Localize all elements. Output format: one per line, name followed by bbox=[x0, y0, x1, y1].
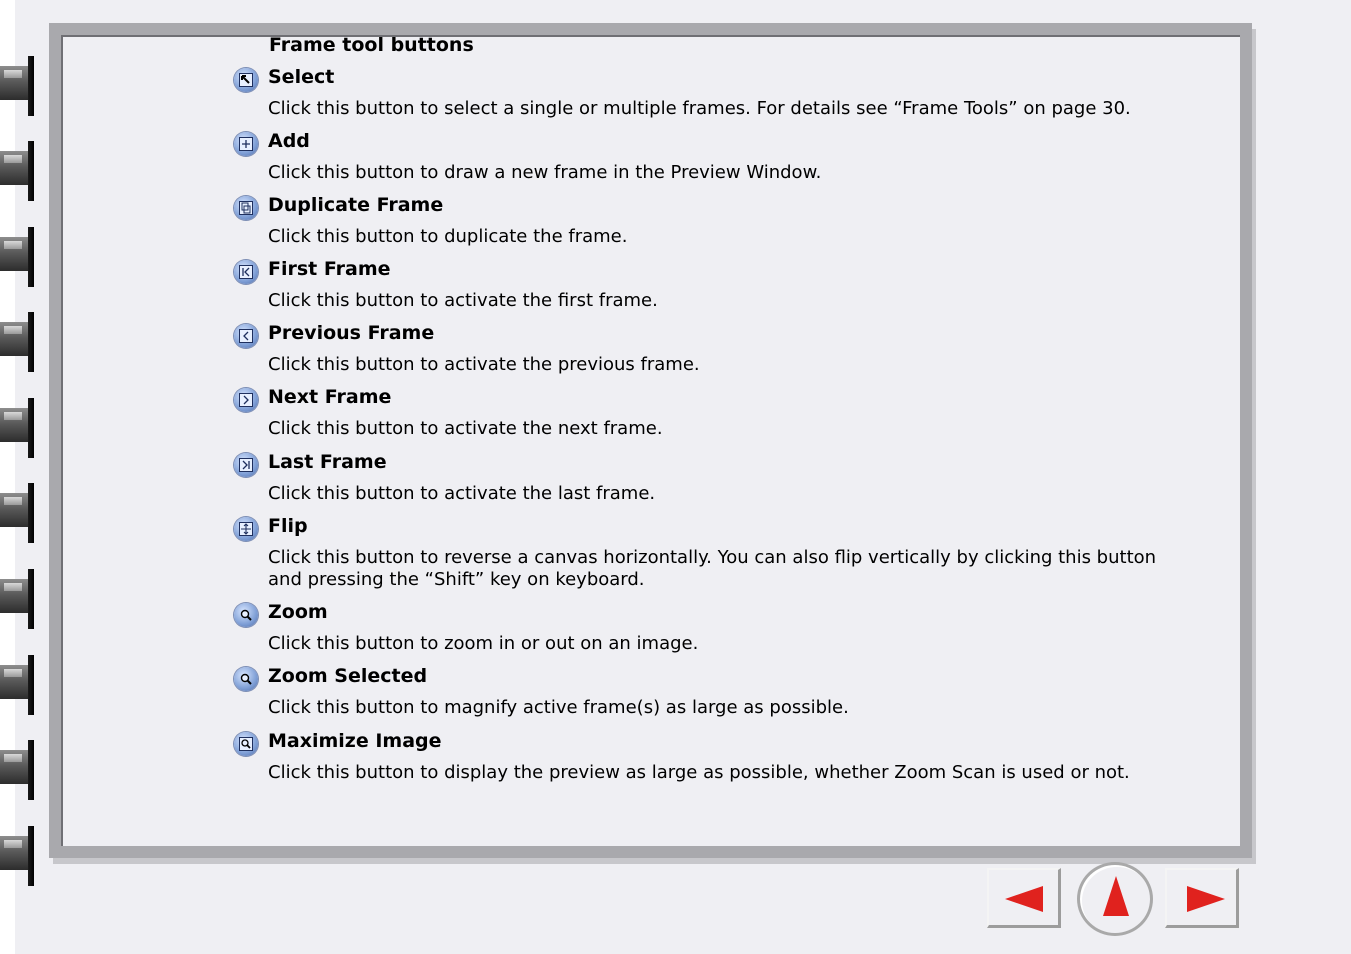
entry-description: Click this button to activate the next frame. bbox=[268, 418, 663, 439]
entry-next-frame bbox=[268, 386, 1168, 451]
entry-description: Click this button to reverse a canvas horizontally. You can also flip vertically by clicking this button and pressing the “Shift” key on keyboard. bbox=[268, 547, 1157, 590]
binder-ring bbox=[0, 312, 34, 372]
entry-description: Click this button to duplicate the frame. bbox=[268, 226, 628, 247]
entry-title: Next Frame bbox=[268, 386, 392, 408]
entry-description: Click this button to draw a new frame in the Preview Window. bbox=[268, 162, 822, 183]
up-arrow-icon bbox=[1103, 876, 1129, 916]
select-arrow-icon bbox=[234, 68, 258, 92]
previous-frame-icon bbox=[234, 324, 258, 348]
entry-select bbox=[268, 66, 1168, 130]
binder-ring bbox=[0, 227, 34, 287]
zoom-icon bbox=[234, 603, 258, 627]
entry-description: Click this button to activate the last frame. bbox=[268, 483, 656, 504]
entry-first-frame bbox=[268, 258, 1168, 322]
entry-description: Click this button to zoom in or out on an image. bbox=[268, 633, 699, 654]
up-button[interactable] bbox=[1077, 862, 1155, 934]
entry-description: Click this button to select a single or multiple frames. For details see “Frame Tools” on page 30. bbox=[268, 98, 1131, 119]
section-title: Frame tool buttons bbox=[269, 34, 474, 56]
left-arrow-icon bbox=[1005, 886, 1043, 912]
entry-duplicate-frame bbox=[268, 194, 1168, 258]
binder-ring bbox=[0, 740, 34, 800]
binder-ring bbox=[0, 569, 34, 629]
entry-description: Click this button to activate the previous frame. bbox=[268, 354, 700, 375]
binder-ring bbox=[0, 483, 34, 543]
binder-ring bbox=[0, 655, 34, 715]
content bbox=[268, 34, 1168, 794]
next-frame-icon bbox=[234, 388, 258, 412]
entry-last-frame bbox=[268, 451, 1168, 515]
entry-title: Add bbox=[268, 130, 310, 152]
next-page-button[interactable] bbox=[1165, 862, 1241, 934]
previous-page-button[interactable] bbox=[987, 862, 1063, 934]
entry-zoom bbox=[268, 601, 1168, 665]
entry-title: Flip bbox=[268, 515, 308, 537]
binder-ring bbox=[0, 826, 34, 886]
entry-title: Zoom Selected bbox=[268, 665, 428, 687]
maximize-image-icon bbox=[234, 732, 258, 756]
entry-title: Maximize Image bbox=[268, 730, 442, 752]
first-frame-icon bbox=[234, 260, 258, 284]
entry-title: Previous Frame bbox=[268, 322, 435, 344]
entry-description: Click this button to magnify active frame(s) as large as possible. bbox=[268, 697, 849, 718]
entry-description: Click this button to activate the first frame. bbox=[268, 290, 658, 311]
entry-previous-frame bbox=[268, 322, 1168, 386]
binder-ring bbox=[0, 141, 34, 201]
entry-title: Duplicate Frame bbox=[268, 194, 444, 216]
last-frame-icon bbox=[234, 453, 258, 477]
entry-zoom-selected bbox=[268, 665, 1168, 730]
zoom-selected-icon bbox=[234, 667, 258, 691]
add-frame-icon bbox=[234, 132, 258, 156]
entry-title: Zoom bbox=[268, 601, 328, 623]
flip-icon bbox=[234, 517, 258, 541]
binder-ring bbox=[0, 398, 34, 458]
right-arrow-icon bbox=[1187, 886, 1225, 912]
entry-description: Click this button to display the preview as large as possible, whether Zoom Scan is used or not. bbox=[268, 762, 1130, 783]
entry-maximize-image bbox=[268, 730, 1168, 794]
entry-title: Last Frame bbox=[268, 451, 387, 473]
duplicate-frame-icon bbox=[234, 196, 258, 220]
entry-add bbox=[268, 130, 1168, 194]
entry-title: Select bbox=[268, 66, 335, 88]
entry-flip bbox=[268, 515, 1168, 601]
binder-ring bbox=[0, 56, 34, 116]
entry-title: First Frame bbox=[268, 258, 391, 280]
